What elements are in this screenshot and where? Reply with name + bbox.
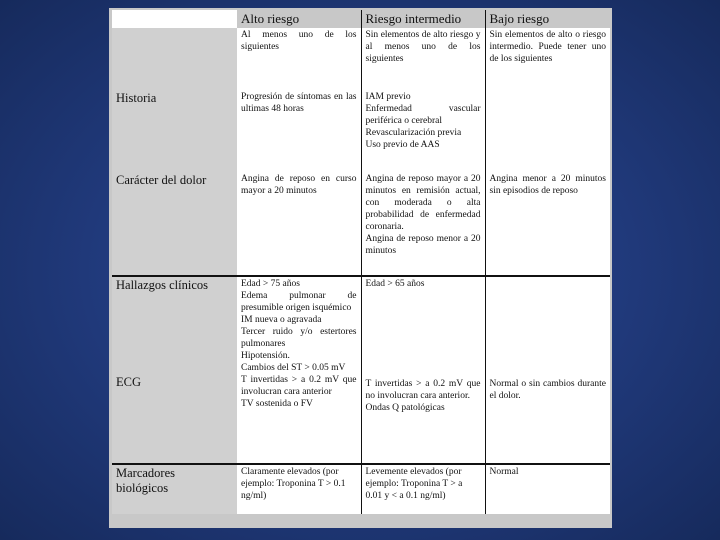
marcadores-low-item: Normal — [489, 467, 519, 477]
historia-intermediate-cell — [361, 90, 485, 172]
label-marcadores-line1: Marcadores — [116, 466, 175, 480]
historia-intermediate-item: Enfermedad vascular periférica o cerebral — [365, 104, 481, 126]
row-label-dolor — [112, 172, 237, 276]
risk-stratification-table — [112, 10, 610, 514]
header-high-risk: Alto riesgo — [237, 10, 361, 28]
dolor-high-item: Angina de reposo en curso mayor a 20 minutos — [241, 174, 357, 196]
marcadores-intermediate-cell — [361, 464, 485, 514]
marcadores-high-cell — [237, 464, 361, 514]
hallazgos-ecg-low-cell — [485, 276, 610, 464]
ecg-intermediate-item: T invertidas > a 0.2 mV que no involucran cara anterior. — [365, 379, 481, 401]
historia-intermediate-item: Uso previo de AAS — [365, 140, 440, 150]
dolor-intermediate-item: Angina de reposo mayor a 20 minutos en remisión actual, con moderada o alta probabilidad de enfermedad coronaria. — [365, 174, 481, 232]
header-corner — [112, 10, 237, 28]
label-hallazgos-clinicos: Hallazgos clínicos — [116, 278, 208, 292]
historia-high-item: Progresión de síntomas en las ultimas 48 horas — [241, 92, 357, 114]
label-caracter-dolor: Carácter del dolor — [116, 173, 207, 187]
row-label-historia — [112, 90, 237, 172]
hallazgos-high-item: IM nueva o agravada — [241, 315, 322, 325]
intro-low: Sin elementos de alto o riesgo intermedio. Puede tener uno de los siguientes — [485, 28, 610, 90]
hallazgos-high-item: Edema pulmonar de presumible origen isquémico — [241, 291, 357, 313]
hallazgos-high-item: Tercer ruido y/o estertores pulmonares — [241, 327, 357, 349]
hallazgos-high-item: Hipotensión. — [241, 351, 290, 361]
label-historia: Historia — [116, 91, 157, 105]
ecg-intermediate-item: Ondas Q patológicas — [365, 403, 445, 413]
marcadores-low-cell — [485, 464, 610, 514]
marcadores-high-item: Claramente elevados (por ejemplo: Troponina T > 0.1 ng/ml) — [241, 467, 346, 501]
ecg-high-item: T invertidas > a 0.2 mV que involucran cara anterior — [241, 375, 357, 397]
row-label-marcadores — [112, 464, 237, 514]
dolor-intermediate-cell — [361, 172, 485, 276]
label-ecg: ECG — [116, 375, 141, 389]
dolor-intermediate-item: Angina de reposo menor a 20 minutos — [365, 234, 481, 256]
historia-high-cell — [237, 90, 361, 172]
historia-intermediate-item: Revascularización previa — [365, 128, 462, 138]
historia-intermediate-item: IAM previo — [365, 92, 411, 102]
row-label-hallazgos-ecg — [112, 276, 237, 464]
hallazgos-ecg-intermediate-cell — [361, 276, 485, 464]
dolor-high-cell — [237, 172, 361, 276]
header-intermediate-risk: Riesgo intermedio — [361, 10, 485, 28]
label-marcadores-line2: biológicos — [116, 481, 169, 495]
dolor-low-item: Angina menor a 20 minutos sin episodios de reposo — [489, 174, 606, 196]
intro-intermediate: Sin elementos de alto riesgo y al menos uno de los siguientes — [361, 28, 485, 90]
intro-label-cell — [112, 28, 237, 90]
dolor-low-cell — [485, 172, 610, 276]
ecg-low-item: Normal o sin cambios durante el dolor. — [489, 379, 606, 401]
intro-high: Al menos uno de los siguientes — [241, 30, 357, 52]
hallazgos-ecg-high-cell — [237, 276, 361, 464]
marcadores-intermediate-item: Levemente elevados (por ejemplo: Troponina T > a 0.01 y < a 0.1 ng/ml) — [365, 467, 463, 501]
hallazgos-high-item: Edad > 75 años — [241, 279, 300, 289]
historia-low-cell — [485, 90, 610, 172]
header-low-risk: Bajo riesgo — [485, 10, 610, 28]
ecg-high-item: TV sostenida o FV — [241, 399, 313, 409]
hallazgos-intermediate-item: Edad > 65 años — [365, 279, 425, 289]
ecg-high-item: Cambios del ST > 0.05 mV — [241, 363, 346, 373]
